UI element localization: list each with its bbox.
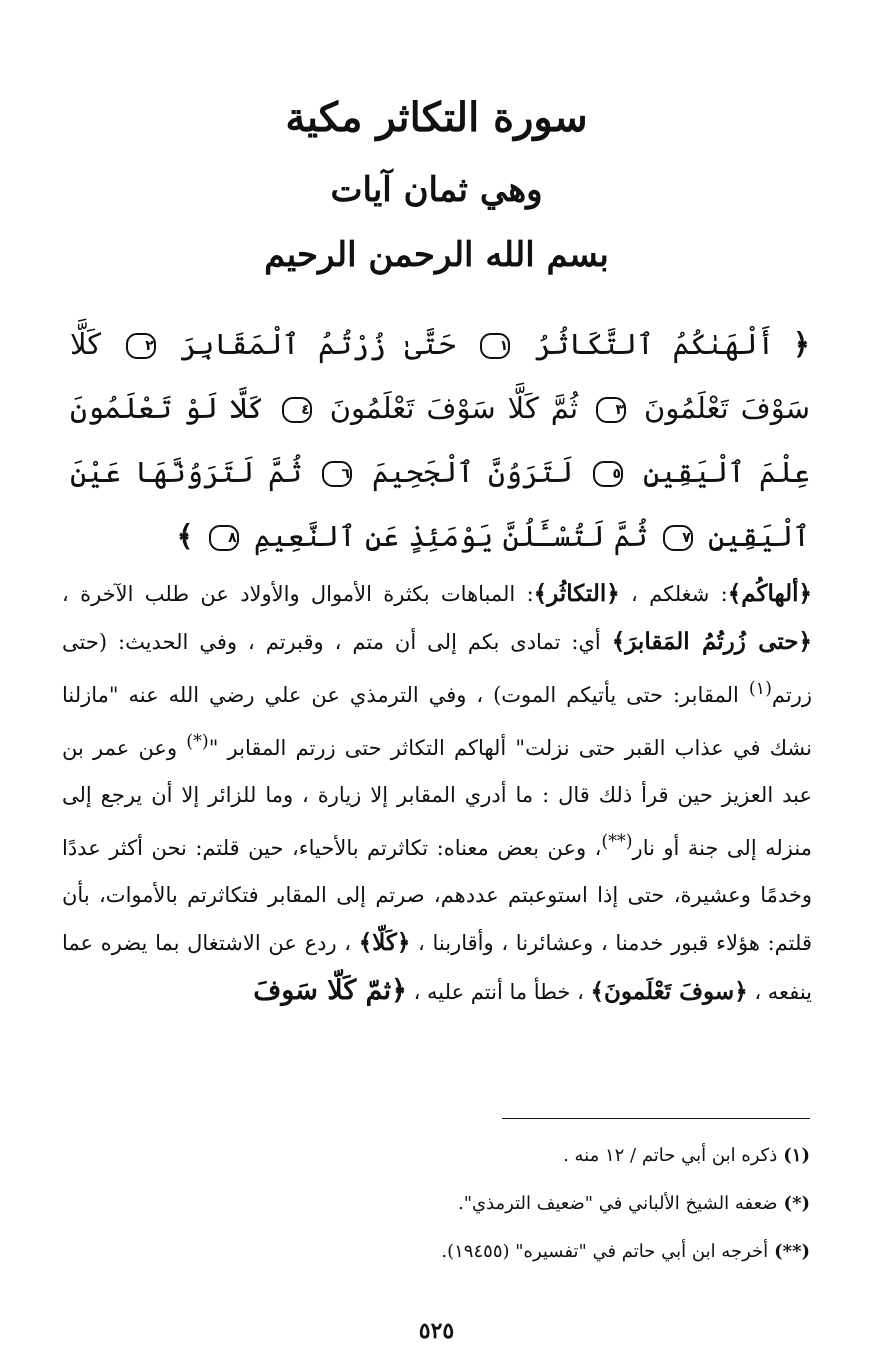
ayah-number-marker: ٥ [593, 461, 623, 487]
ayat-count: وهي ثمان آيات [330, 170, 543, 210]
verse-6-text: لَتَرَوُنَّ ٱلْجَحِيمَ [372, 455, 573, 489]
basmala: بسم الله الرحمن الرحيم [264, 235, 609, 275]
footnote-ref-1[interactable]: (١) [748, 679, 772, 699]
verse-7-text: ثُمَّ لَتَرَوُنَّهَا عَيْنَ ٱلْيَقِينِ [70, 455, 810, 553]
quoted-term: ﴿التكاثُر﴾ [533, 580, 620, 607]
quoted-term: ﴿حتى زُرتُمُ المَقابرَ﴾ [611, 628, 813, 655]
footnote-item [62, 1228, 810, 1276]
ayah-number-marker: ٧ [663, 525, 693, 551]
verse-4-text: ثُمَّ كَلَّا سَوْفَ تَعْلَمُونَ [329, 391, 579, 425]
quoted-term: ﴿ثمّ كَلّا سَوفَ [253, 975, 407, 1006]
verse-8-text: ثُمَّ لَتُسْـَٔلُنَّ يَوْمَئِذٍ عَنِ ٱلنَّعِيمِ [253, 519, 648, 553]
commentary-text: ، ردع عن الاشتغال بما يضره عما ينفعه ، [62, 931, 812, 1004]
page-number: ٥٢٥ [418, 1318, 455, 1344]
ayah-number-marker: ٦ [322, 461, 352, 487]
ayah-number-marker: ٢ [126, 333, 156, 359]
commentary-text: : شغلكم ، [619, 582, 728, 606]
commentary-text: : المباهات بكثرة الأموال والأولاد عن طلب الآخرة ، [62, 582, 534, 606]
footnote-text: ضعفه الشيخ الألباني في "ضعيف الترمذي". [457, 1193, 778, 1214]
surah-title: سورة التكاثر مكية [285, 94, 588, 141]
footnote-item [62, 1180, 810, 1228]
verse-1-text: أَلْهَىٰكُمُ ٱلتَّكَاثُرُ [534, 327, 775, 361]
footnotes [62, 1132, 810, 1276]
footnote-mark: (١) [783, 1145, 810, 1166]
verse-close-brace: ﴾ [176, 519, 194, 553]
footnote-ref-star[interactable]: (*) [186, 732, 209, 752]
footnote-mark: (*) [783, 1193, 810, 1214]
verse-3-text: كَلَّا سَوْفَ تَعْلَمُونَ [70, 327, 811, 425]
quran-verses [70, 312, 810, 568]
ayah-number-marker: ٨ [209, 525, 239, 551]
commentary-text: ، خطأ ما أنتم عليه ، [406, 980, 591, 1004]
footnote-item [62, 1132, 810, 1180]
footnote-text: ذكره ابن أبي حاتم / ١٢ منه . [563, 1145, 778, 1166]
verse-open-brace: ﴿ [793, 327, 811, 361]
commentary-paragraph [62, 570, 812, 1016]
commentary-text: أي: تمادى بكم إلى أن متم ، وقبرتم ، وفي الحديث: (حتى زرتم [62, 630, 812, 707]
ayah-number-marker: ١ [480, 333, 510, 359]
footnote-mark: (**) [774, 1241, 810, 1262]
quoted-term: ﴿كَلّا﴾ [358, 929, 411, 956]
verse-5-text: كَلَّا لَوْ تَعْلَمُونَ عِلْمَ ٱلْيَقِينِ [70, 391, 811, 489]
quoted-term: ﴿ألهاكُم﴾ [727, 580, 812, 607]
verse-2-text: حَتَّىٰ زُرْتُمُ ٱلْمَقَابِرَ [180, 327, 456, 361]
footnote-ref-double-star[interactable]: (**) [601, 832, 633, 852]
ayah-number-marker: ٤ [282, 397, 312, 423]
quoted-term: ﴿سوفَ تَعْلَمونَ﴾ [590, 978, 748, 1005]
commentary-text: وعن عمر بن عبد العزيز حين قرأ ذلك قال : ما أدري المقابر إلا زيارة ، وما للزائر إلا أن يرجع إلى منزله إلى جنة أو نار [62, 736, 812, 860]
commentary-text: ، وعن بعض معناه: تكاثرتم بالأحياء، حين قلتم: نحن أكثر عددًا وخدمًا وعشيرة، حتى إذا استوعبتم عددهم، صرتم إلى المقابر فتكاثرتم بالأموات، بأن قلتم: هؤلاء قبور خدمنا ، وعشائرنا ، وأقاربنا ، [62, 836, 812, 955]
footnote-text: أخرجه ابن أبي حاتم في "تفسيره" (١٩٤٥٥). [441, 1241, 769, 1262]
footnote-divider [502, 1118, 810, 1119]
commentary-text: المقابر: حتى يأتيكم الموت) ، وفي الترمذي عن علي رضي الله عنه "مازلنا نشك في عذاب القبر حتى نزلت" ألهاكم التكاثر حتى زرتم المقابر " [62, 683, 812, 760]
ayah-number-marker: ٣ [596, 397, 626, 423]
